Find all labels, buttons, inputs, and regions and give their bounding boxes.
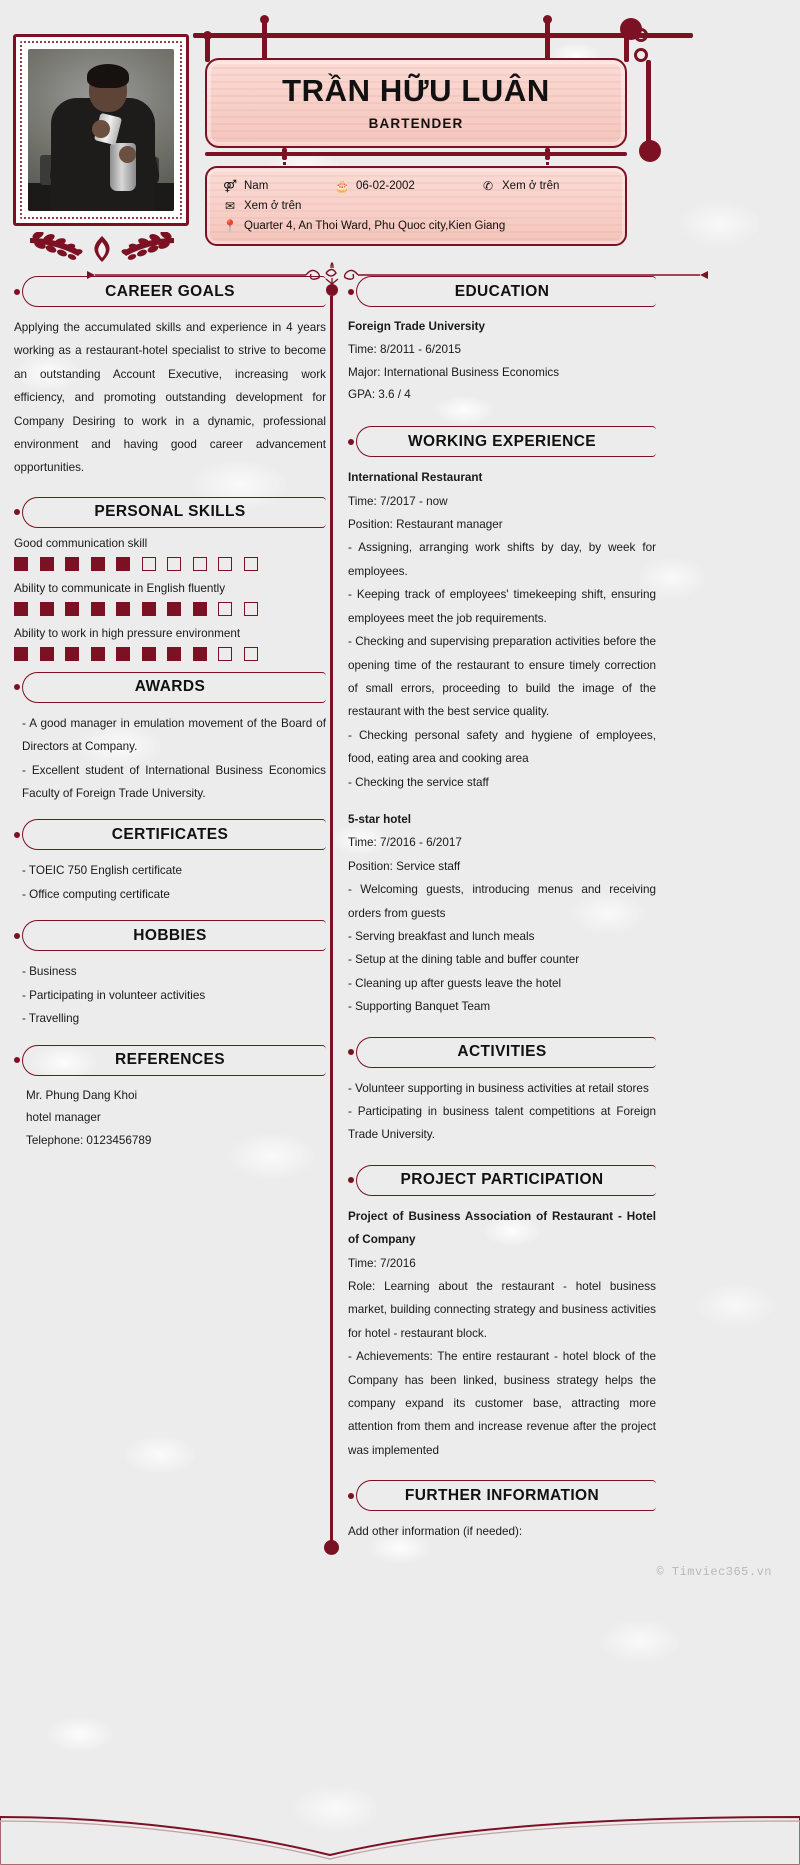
- skill-label: Good communication skill: [14, 536, 148, 550]
- section-activities: [348, 1037, 656, 1147]
- skill-dot-empty: [244, 602, 258, 616]
- job-entry: [348, 808, 656, 1019]
- skill-dot-empty: [218, 557, 232, 571]
- skill-dot-filled: [167, 647, 181, 661]
- job-time: Time: 7/2016 - 6/2017: [348, 836, 462, 850]
- section-header-activities: [348, 1037, 656, 1068]
- hobby-item: - Participating in volunteer activities: [22, 988, 206, 1002]
- job-duty: - Supporting Banquet Team: [348, 1000, 491, 1014]
- envelope-icon: ✉: [224, 199, 236, 213]
- contact-plate: [205, 166, 627, 246]
- contact-row-1: [223, 179, 609, 193]
- gender-value: Nam: [244, 180, 269, 192]
- job-position: Position: Service staff: [348, 859, 461, 873]
- birthday-cake-icon: 🎂: [334, 179, 350, 193]
- section-header-awards: [14, 672, 326, 703]
- certificates-list: [14, 859, 326, 906]
- jobs-list: [348, 466, 656, 1018]
- center-divider-end-dot: [324, 1540, 339, 1555]
- section-header-certificates: [14, 819, 326, 850]
- skill-dot-empty: [142, 557, 156, 571]
- activities-list: [348, 1077, 656, 1147]
- profile-photo: [28, 49, 174, 211]
- section-notch-dot-icon: [14, 684, 20, 690]
- location-pin-icon: 📍: [222, 219, 238, 233]
- skill-dot-filled: [193, 602, 207, 616]
- education-gpa: GPA: 3.6 / 4: [348, 388, 411, 402]
- nameplate-bottom-rail: [205, 152, 627, 156]
- contact-phone[interactable]: [481, 179, 559, 193]
- skill-item: [14, 537, 326, 571]
- section-notch-dot-icon: [348, 1177, 354, 1183]
- phone-icon: ✆: [482, 179, 494, 193]
- award-item: - Excellent student of International Business Economics Faculty of Foreign Trade University.: [22, 763, 326, 801]
- gender-icon: ⚤: [222, 179, 238, 193]
- skill-dot-filled: [142, 602, 156, 616]
- skill-dot-filled: [116, 602, 130, 616]
- reference-phone: Telephone: 0123456789: [26, 1134, 152, 1148]
- contact-row-2: [223, 199, 609, 213]
- skill-dot-filled: [91, 647, 105, 661]
- project-body: [348, 1205, 656, 1462]
- skill-dot-filled: [14, 647, 28, 661]
- email-value: Xem ở trên: [244, 200, 302, 212]
- education-body: [348, 316, 656, 407]
- bartender-hand-lower: [119, 146, 136, 163]
- skill-dot-filled: [40, 602, 54, 616]
- skill-label: Ability to work in high pressure environment: [14, 626, 241, 640]
- bartender-hair: [87, 64, 129, 88]
- section-title: REFERENCES: [115, 1051, 225, 1068]
- section-title: EDUCATION: [454, 282, 550, 300]
- career-goals-body: Applying the accumulated skills and experience in 4 years working as a restaurant-hotel specialist to strive to become an outstanding Account Executive, increasing work efficiency, and promoting outstanding development for Company Desiring to work in a dynamic, professional environment and having good career advancement opportunities.: [14, 321, 326, 475]
- reference-name: Mr. Phung Dang Khoi: [26, 1088, 138, 1102]
- section-certificates: [14, 819, 326, 906]
- rail-dot-right: [543, 15, 552, 24]
- job-entry: [348, 466, 656, 794]
- project-time: Time: 7/2016: [348, 1256, 416, 1270]
- section-title: WORKING EXPERIENCE: [407, 432, 597, 450]
- skill-dot-filled: [14, 602, 28, 616]
- section-title: CERTIFICATES: [111, 825, 229, 843]
- skill-dot-filled: [116, 647, 130, 661]
- certificate-item: - TOEIC 750 English certificate: [22, 864, 183, 878]
- job-duty: - Assigning, arranging work shifts by day, by week for employees.: [348, 541, 656, 578]
- section-title: PERSONAL SKILLS: [94, 503, 246, 521]
- section-header-hobbies: [14, 920, 326, 951]
- hobbies-list: [14, 960, 326, 1030]
- contact-dob: [335, 179, 481, 193]
- profile-photo-frame: [13, 34, 189, 226]
- job-duty: - Welcoming guests, introducing menus and receiving orders from guests: [348, 883, 656, 920]
- skill-dot-filled: [65, 602, 79, 616]
- section-project-participation: [348, 1165, 656, 1462]
- header-rail: [193, 33, 693, 38]
- skill-dot-empty: [244, 557, 258, 571]
- skill-dot-filled: [65, 557, 79, 571]
- footer-chevron-ornament: [0, 1803, 800, 1865]
- ring-ornament-upper: [634, 28, 648, 42]
- job-time: Time: 7/2017 - now: [348, 494, 448, 508]
- hobby-item: - Business: [22, 965, 77, 979]
- section-title: HOBBIES: [133, 926, 207, 944]
- skill-dot-filled: [40, 647, 54, 661]
- hobby-item: - Travelling: [22, 1012, 80, 1026]
- candidate-name: TRẦN HỮU LUÂN: [282, 73, 550, 109]
- right-vertical-rail: [646, 60, 651, 148]
- contact-address: [223, 219, 505, 233]
- center-divider-line: [330, 296, 333, 1548]
- job-duty: - Setup at the dining table and buffer counter: [348, 953, 580, 967]
- skill-rating: [14, 602, 326, 616]
- section-references: [14, 1045, 326, 1153]
- section-awards: [14, 672, 326, 806]
- skill-dot-filled: [142, 647, 156, 661]
- address-value: Quarter 4, An Thoi Ward, Phu Quoc city,Kien Giang: [244, 220, 506, 232]
- skill-rating: [14, 647, 326, 661]
- job-title: BARTENDER: [368, 115, 464, 131]
- section-notch-dot-icon: [14, 832, 20, 838]
- activity-item: - Participating in business talent competitions at Foreign Trade University.: [348, 1105, 656, 1142]
- skill-item: [14, 627, 326, 661]
- section-notch-dot-icon: [14, 289, 20, 295]
- cv-header: [0, 0, 800, 268]
- skill-rating: [14, 557, 326, 571]
- contact-gender: [223, 179, 335, 193]
- section-notch-dot-icon: [348, 439, 354, 445]
- section-header-project-participation: [348, 1165, 656, 1196]
- section-further-information: [348, 1480, 656, 1543]
- project-role: Role: Learning about the restaurant - hotel business market, building connecting strategy and business activities for hotel - restaurant block.: [348, 1280, 656, 1340]
- section-title: FURTHER INFORMATION: [404, 1486, 600, 1504]
- section-notch-dot-icon: [14, 933, 20, 939]
- education-major: Major: International Business Economics: [348, 365, 560, 379]
- education-school: Foreign Trade University: [348, 320, 486, 333]
- section-header-career-goals: [14, 276, 326, 307]
- section-header-personal-skills: [14, 497, 326, 528]
- skill-dot-empty: [218, 602, 232, 616]
- project-achievements: - Achievements: The entire restaurant - hotel block of the Company has been linked, business strategy helps the company expand its customer base, attracting more attention from them and increase revenue after the project was implemented: [348, 1350, 656, 1457]
- skill-label: Ability to communicate in English fluently: [14, 581, 226, 595]
- contact-row-3: [223, 219, 609, 233]
- watermark: © Timviec365.vn: [656, 1565, 772, 1579]
- job-duty: - Checking and supervising preparation activities before the opening time of the restaurant to ensure timely correction of small errors, proceeding to build the image of the restaurant with the best service quality.: [348, 635, 656, 719]
- left-column: [14, 276, 326, 1162]
- section-notch-dot-icon: [348, 1049, 354, 1055]
- rail-dot-left2: [203, 31, 212, 40]
- job-duty: - Checking personal safety and hygiene of employees, food, eating area and cooking area: [348, 728, 656, 766]
- section-header-working-experience: [348, 426, 656, 457]
- section-title: PROJECT PARTICIPATION: [400, 1171, 604, 1189]
- section-career-goals: [14, 276, 326, 480]
- section-hobbies: [14, 920, 326, 1030]
- section-header-references: [14, 1045, 326, 1076]
- certificate-item: - Office computing certificate: [22, 887, 170, 901]
- section-title: AWARDS: [134, 678, 206, 696]
- section-header-further-information: [348, 1480, 656, 1511]
- references-body: [14, 1085, 326, 1153]
- dob-value: 06-02-2002: [356, 180, 415, 192]
- corner-blob-bottom-icon: [639, 140, 661, 162]
- job-duty: - Serving breakfast and lunch meals: [348, 929, 535, 943]
- right-column: [348, 276, 656, 1553]
- skill-dot-filled: [91, 557, 105, 571]
- laurel-ornament-icon: [20, 232, 184, 266]
- skills-list: [14, 537, 326, 661]
- section-title: ACTIVITIES: [457, 1043, 547, 1061]
- section-working-experience: [348, 426, 656, 1018]
- project-name: Project of Business Association of Restaurant - Hotel of Company: [348, 1209, 656, 1247]
- further-information-body: Add other information (if needed):: [348, 1525, 523, 1539]
- section-title: CAREER GOALS: [105, 282, 235, 300]
- section-header-education: [348, 276, 656, 307]
- job-duty: - Keeping track of employees' timekeeping shift, ensuring employees meet the job requirements.: [348, 588, 656, 625]
- skill-dot-filled: [167, 602, 181, 616]
- activity-item: - Volunteer supporting in business activities at retail stores: [348, 1081, 649, 1095]
- skill-item: [14, 582, 326, 616]
- rail-dot-left: [260, 15, 269, 24]
- job-position: Position: Restaurant manager: [348, 518, 503, 532]
- rail-stub-right2: [624, 36, 629, 62]
- awards-list: [14, 712, 326, 806]
- skill-dot-filled: [65, 647, 79, 661]
- education-time: Time: 8/2011 - 6/2015: [348, 342, 462, 356]
- skill-dot-empty: [218, 647, 232, 661]
- skill-dot-empty: [167, 557, 181, 571]
- job-duty: - Cleaning up after guests leave the hotel: [348, 976, 562, 990]
- section-personal-skills: [14, 497, 326, 661]
- reference-role: hotel manager: [26, 1111, 101, 1125]
- section-notch-dot-icon: [14, 509, 20, 515]
- rail-stub-right: [545, 20, 550, 60]
- skill-dot-filled: [14, 557, 28, 571]
- skill-dot-filled: [193, 647, 207, 661]
- section-notch-dot-icon: [348, 289, 354, 295]
- phone-value: Xem ở trên: [502, 180, 560, 192]
- job-company: International Restaurant: [348, 471, 483, 485]
- contact-email[interactable]: [223, 199, 301, 213]
- award-item: - A good manager in emulation movement of the Board of Directors at Company.: [22, 716, 326, 754]
- skill-dot-filled: [40, 557, 54, 571]
- skill-dot-filled: [91, 602, 105, 616]
- section-notch-dot-icon: [348, 1493, 354, 1499]
- skill-dot-filled: [116, 557, 130, 571]
- skill-dot-empty: [244, 647, 258, 661]
- section-notch-dot-icon: [14, 1057, 20, 1063]
- rail-stub-left: [262, 20, 267, 60]
- skill-dot-empty: [193, 557, 207, 571]
- job-duty: - Checking the service staff: [348, 775, 489, 789]
- name-plate: [205, 58, 627, 148]
- job-company: 5-star hotel: [348, 812, 411, 826]
- section-education: [348, 276, 656, 407]
